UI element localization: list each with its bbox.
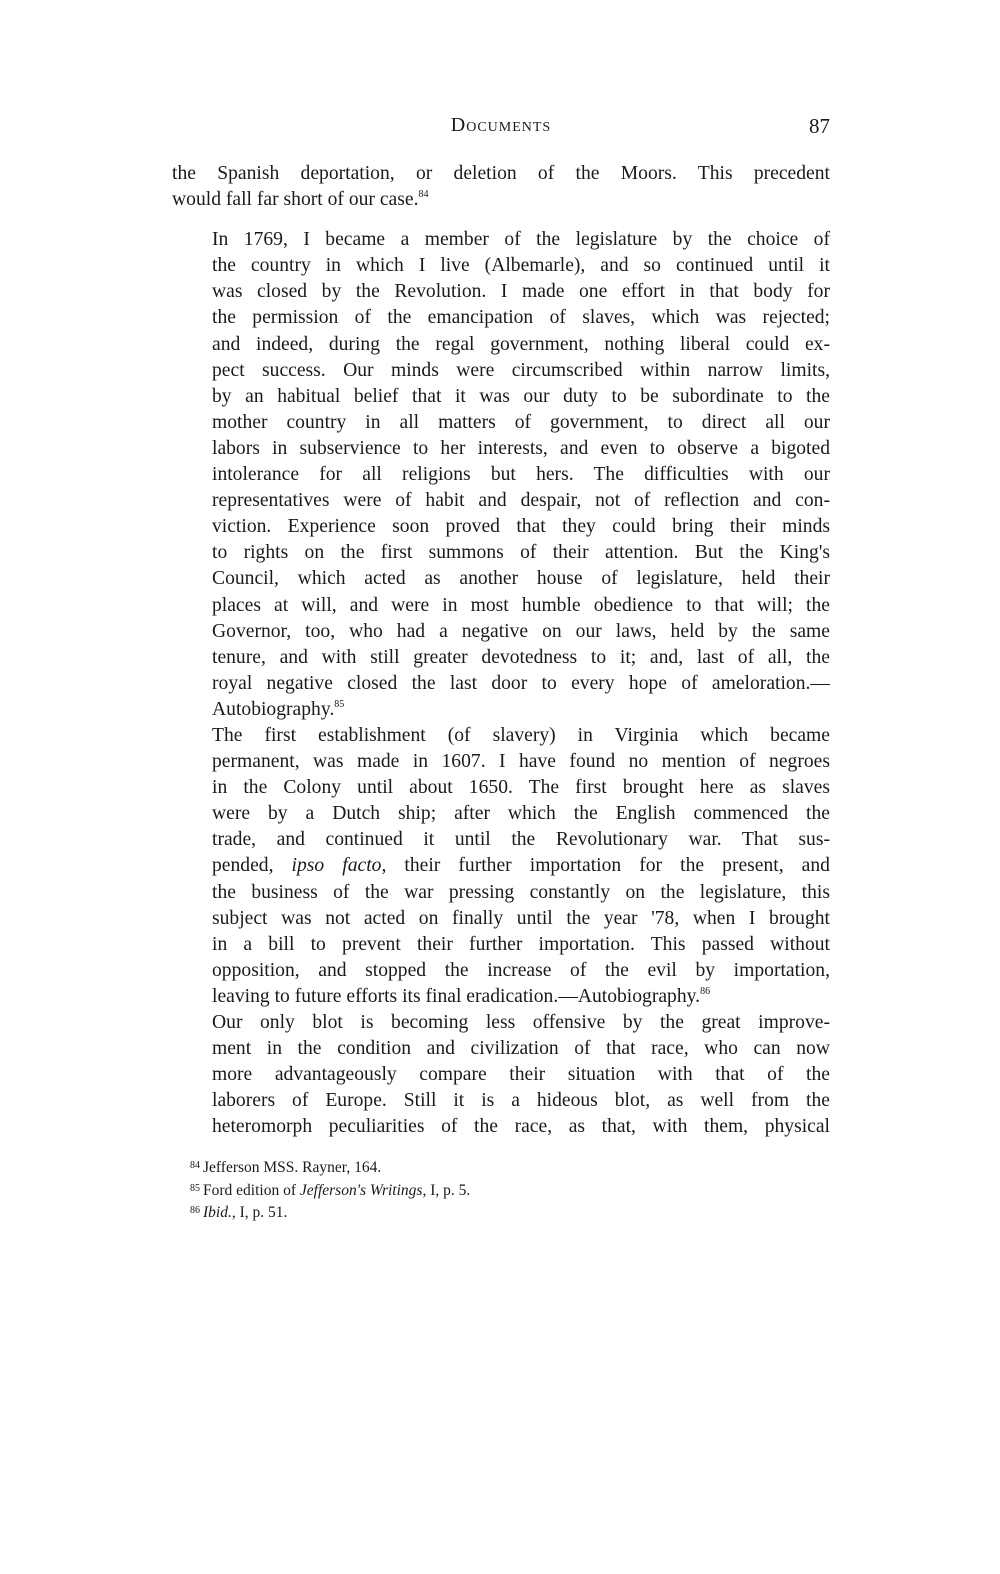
text-line: ment in the condition and civilization of that race, who can now — [212, 1038, 830, 1060]
text-line: the business of the war pressing constantly on the legislature, this — [212, 881, 830, 903]
text-line: pect success. Our minds were circumscribed within narrow limits, — [212, 359, 830, 381]
text-line: subject was not acted on finally until the year '78, when I brought — [212, 907, 830, 929]
text-line: intolerance for all religions but hers. The difficulties with our — [212, 464, 830, 486]
text-line: the permission of the emancipation of slaves, which was rejected; — [212, 307, 830, 329]
text-line: more advantageously compare their situation with that of the — [212, 1064, 830, 1086]
text-line: was closed by the Revolution. I made one effort in that body for — [212, 281, 830, 303]
footnote-ref-84[interactable]: 84 — [418, 189, 429, 201]
book-page — [172, 112, 830, 1224]
text-line: and indeed, during the regal government, nothing liberal could ex- — [212, 333, 830, 355]
text-line: Autobiography.$^{85}$ — [212, 698, 345, 720]
footnote-86: $^{86}$ Ibid., I, p. 51. — [190, 1204, 288, 1222]
footnote-84: $^{84}$ Jefferson MSS. Rayner, 164. — [190, 1159, 382, 1177]
paragraph-continuation — [172, 161, 830, 213]
text-line: the country in which I live (Albemarle), and so continued until it — [212, 255, 830, 277]
paragraph-slavery-virginia — [172, 723, 830, 1010]
text-line: trade, and continued it until the Revolutionary war. That sus- — [212, 829, 830, 851]
text-line: to rights on the first summons of their attention. But the King's — [212, 542, 830, 564]
footnote-ref-86[interactable]: 86 — [700, 985, 711, 997]
text-line: the Spanish deportation, or deletion of the Moors. This precedent — [172, 163, 830, 184]
text-line: labors in subservience to her interests, and even to observe a bigoted — [212, 437, 830, 459]
text-line: viction. Experience soon proved that they could bring their minds — [212, 516, 830, 538]
text-line: heteromorph peculiarities of the race, as that, with them, physical — [212, 1116, 830, 1138]
text-line: in the Colony until about 1650. The first brought here as slaves — [212, 777, 830, 799]
text-line: The first establishment (of slavery) in Virginia which became — [212, 724, 830, 746]
text-line: opposition, and stopped the increase of the evil by importation, — [212, 959, 830, 981]
paragraph-our-only-blot — [172, 1010, 830, 1140]
text-line: in a bill to prevent their further importation. This passed without — [212, 933, 830, 955]
footnote-85: $^{85}$ Ford edition of Jefferson's Writings, I, p. 5. — [190, 1181, 471, 1199]
running-head-title: Documents — [450, 114, 552, 136]
text-line: royal negative closed the last door to every hope of ameloration.— — [212, 672, 830, 694]
text-line: mother country in all matters of government, to direct all our — [212, 411, 830, 433]
text-line: Council, which acted as another house of legislature, held their — [212, 568, 830, 590]
text-line: tenure, and with still greater devotedness to it; and, last of all, the — [212, 646, 830, 668]
text-line: Governor, too, who had a negative on our laws, held by the same — [212, 620, 830, 642]
text-line: leaving to future efforts its final eradication.—Autobiography.$^{86}$ — [212, 985, 711, 1007]
text-line: pended, ipso facto, their further importation for the present, and — [212, 855, 830, 877]
text-line: by an habitual belief that it was our duty to be subordinate to the — [212, 385, 830, 407]
paragraph-1769-legislature — [172, 227, 830, 723]
text-line: representatives were of habit and despair, not of reflection and con- — [212, 490, 830, 512]
body-text — [172, 161, 830, 1140]
text-line: Our only blot is becoming less offensive by the great improve- — [212, 1012, 830, 1033]
text-line: permanent, was made in 1607. I have found no mention of negroes — [212, 751, 830, 773]
text-line: would fall far short of our case.$^{84}$ — [172, 189, 429, 211]
running-head — [172, 112, 830, 146]
text-line: places at will, and were in most humble obedience to that will; the — [212, 594, 830, 616]
footnotes — [172, 1156, 830, 1224]
text-line: laborers of Europe. Still it is a hideous blot, as well from the — [212, 1090, 830, 1112]
footnote-ref-85[interactable]: 85 — [334, 698, 345, 710]
text-line: were by a Dutch ship; after which the English commenced the — [212, 803, 830, 825]
italic-ipso-facto: ipso facto — [291, 855, 382, 877]
page-number: 87 — [809, 114, 830, 138]
text-line: In 1769, I became a member of the legislature by the choice of — [212, 229, 830, 251]
